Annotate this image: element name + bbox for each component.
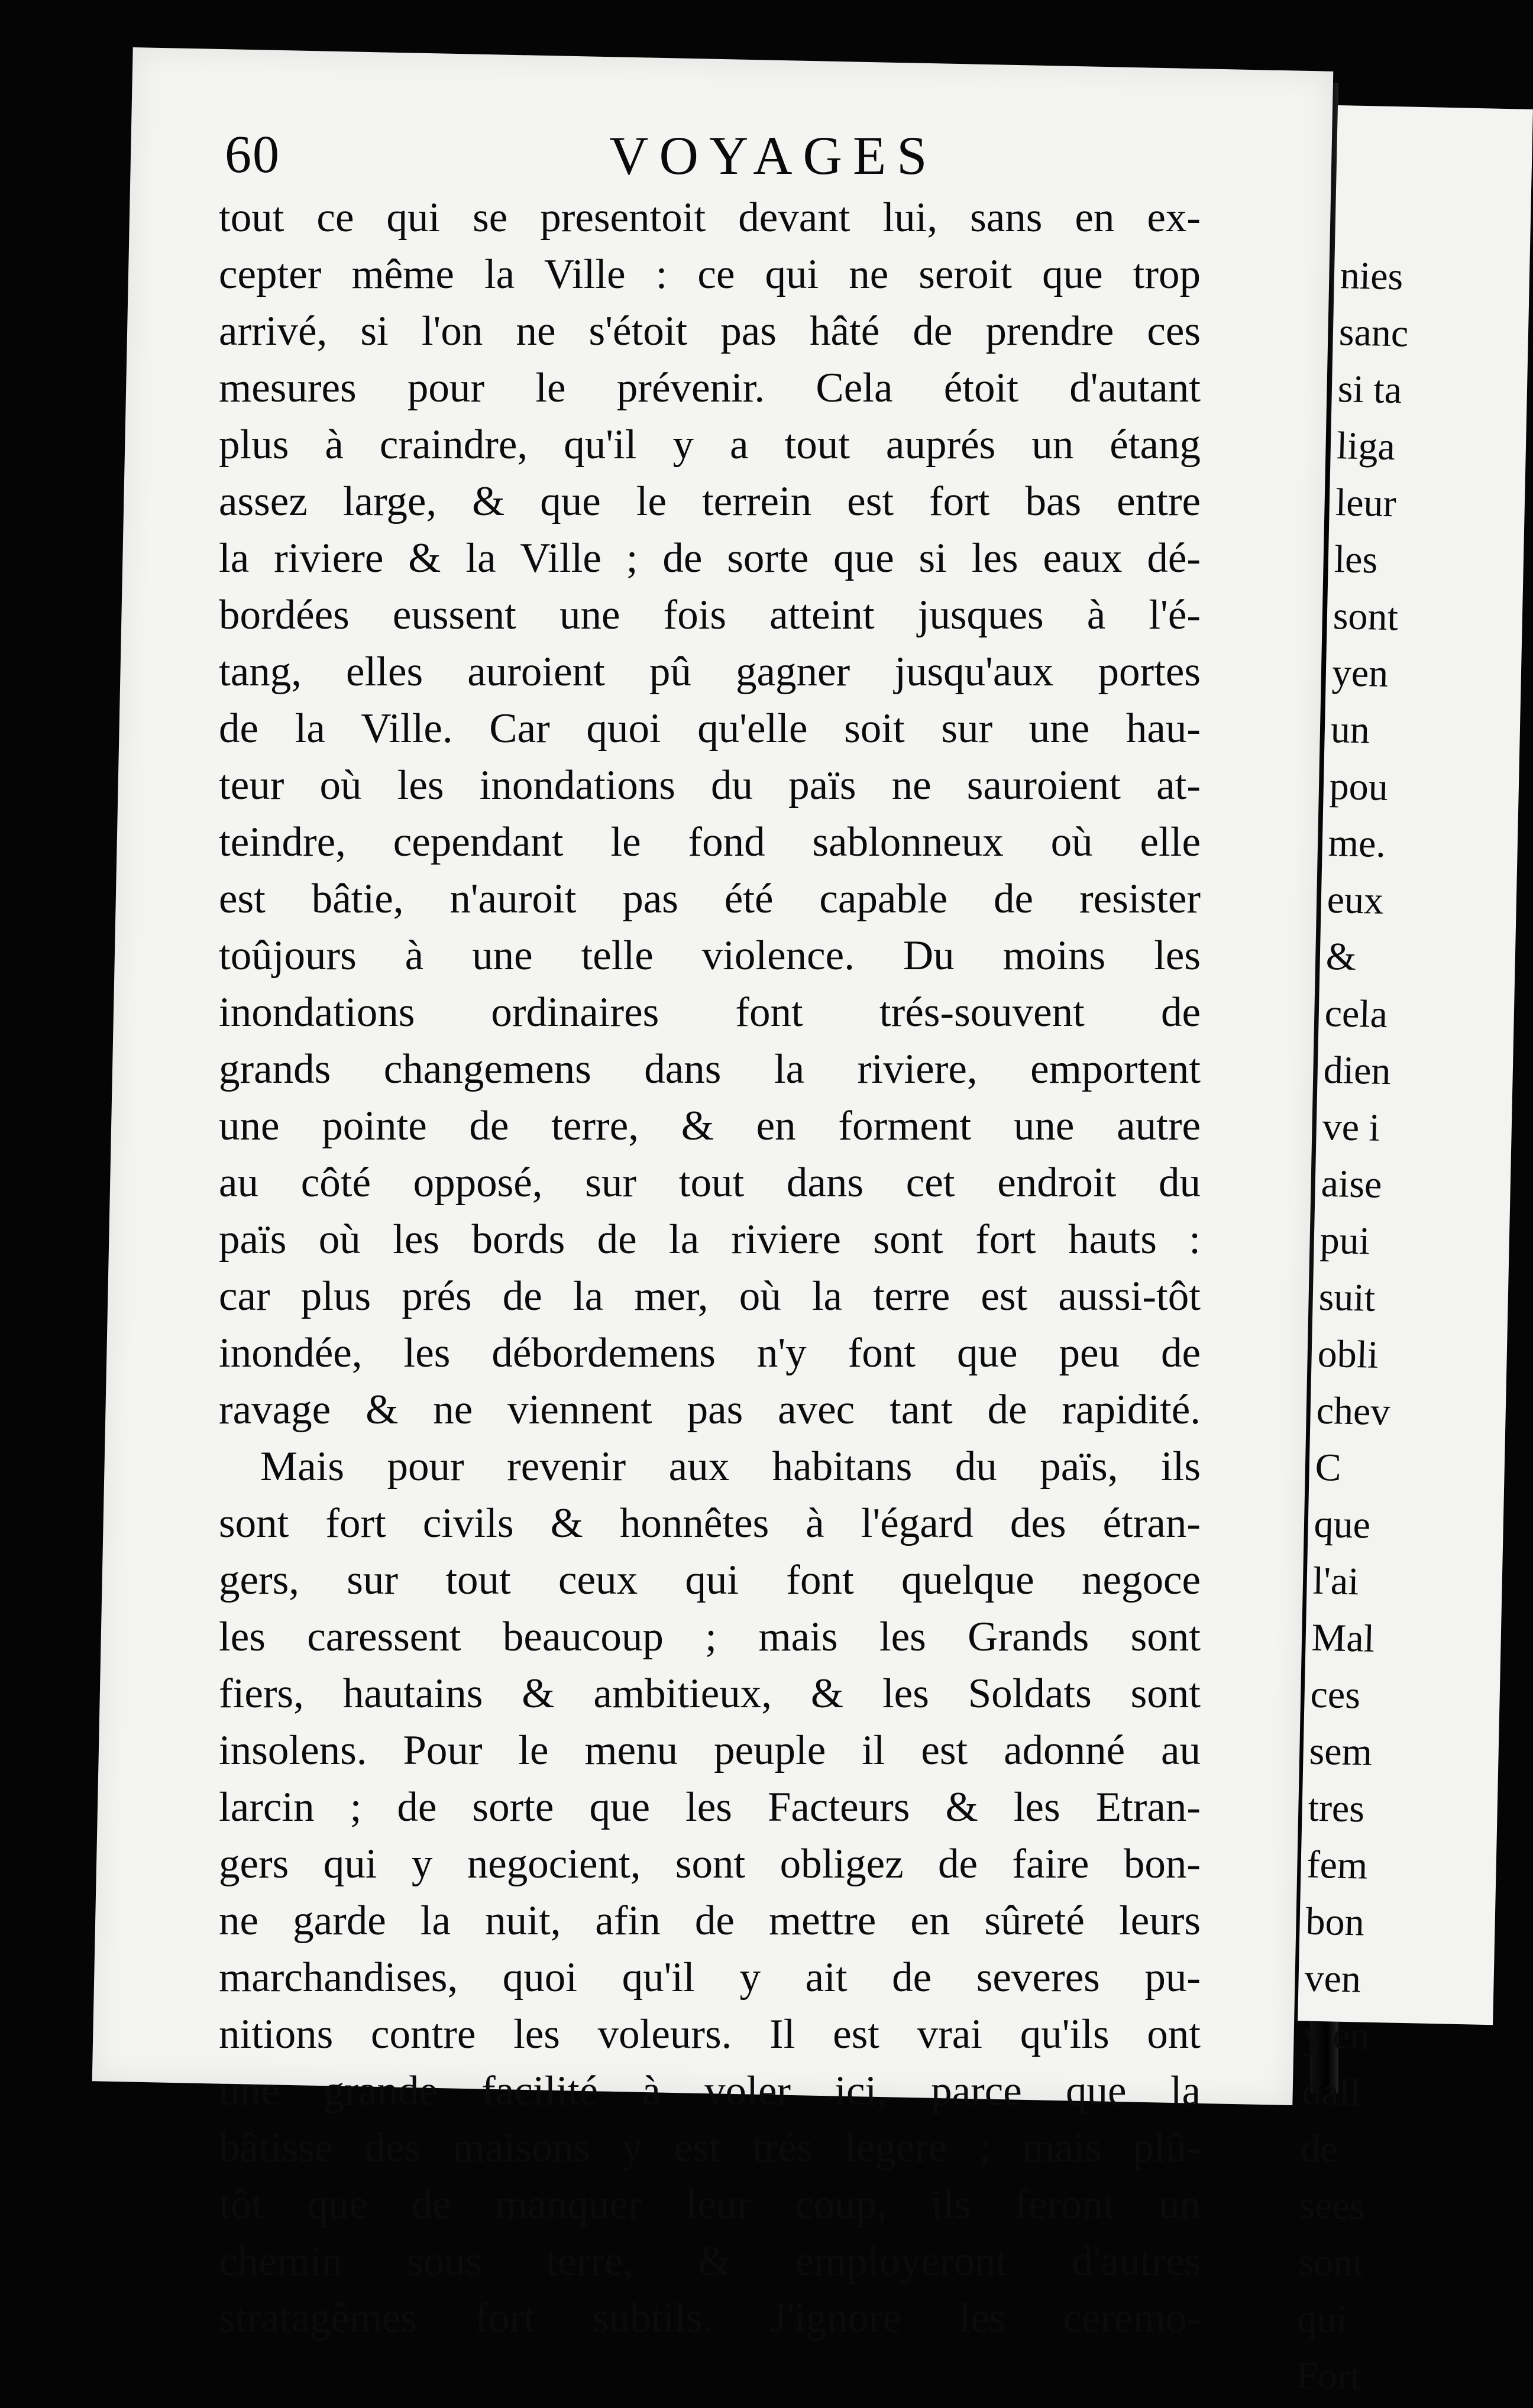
right-text-line: que: [1313, 1502, 1371, 1547]
right-text-line: y en: [1302, 2013, 1370, 2058]
text-line: la riviere & la Ville ; de sorte que si les eaux dé-: [219, 535, 1201, 581]
right-text-line: sont: [1333, 594, 1399, 639]
right-text-line: aise: [1321, 1161, 1383, 1206]
text-line: sont fort civils & honnêtes à l'égard des étran-: [219, 1500, 1201, 1546]
right-text-line: si ta: [1337, 367, 1402, 412]
page-number: 60: [225, 125, 280, 184]
text-line: les caressent beaucoup ; mais les Grands sont: [219, 1614, 1201, 1660]
right-text-line: sanc: [1338, 310, 1409, 355]
text-line: teur où les inondations du païs ne sauroient at-: [219, 762, 1201, 808]
text-line: bordées eussent une fois atteint jusques à l'é-: [219, 592, 1201, 638]
text-line: ne garde la nuit, afin de mettre en sûreté leurs: [219, 1898, 1201, 1944]
text-line: teindre, cependant le fond sablonneux où elle: [219, 819, 1201, 865]
text-line: assez large, & que le terrein est fort bas entre: [219, 478, 1201, 525]
text-line: une pointe de terre, & en forment une autre: [219, 1103, 1201, 1149]
text-line: larcin ; de sorte que les Facteurs & les Etran-: [219, 1784, 1201, 1830]
right-text-line: l'ai: [1312, 1559, 1360, 1604]
right-text-line: me.: [1328, 821, 1386, 866]
right-text-line: Mal: [1311, 1616, 1375, 1661]
text-line: de la Ville. Car quoi qu'elle soit sur une hau-: [219, 705, 1201, 752]
right-text-line: dall: [1301, 2070, 1361, 2115]
text-line: cepter même la Ville : ce qui ne seroit que trop: [219, 251, 1201, 297]
right-text-line: fem: [1306, 1843, 1369, 1888]
right-text-line: chev: [1316, 1389, 1391, 1434]
text-line: ravage & ne viennent pas avec tant de rapidité.: [219, 1387, 1201, 1433]
text-line: gers, sur tout ceux qui font quelque negoce: [219, 1557, 1201, 1603]
text-line: païs où les bords de la riviere sont fort hauts :: [219, 1216, 1201, 1263]
text-line: tout ce qui se presentoit devant lui, sans en ex-: [219, 195, 1201, 241]
right-text-line: tres: [1307, 1786, 1365, 1831]
right-text-line: cela: [1324, 991, 1388, 1037]
right-text-line: pou: [1329, 764, 1389, 810]
text-line: nitions contre les voleurs. Il est vrai qu'ils ont: [219, 2011, 1201, 2057]
page-header: [225, 124, 994, 189]
text-line: bâtisse des maisons y est trés legere ; mais plû-: [219, 2125, 1201, 2171]
right-text-line: dien: [1323, 1048, 1392, 1093]
right-text-line: ve i: [1322, 1105, 1380, 1150]
text-line: au côté opposé, sur tout dans cet endroit du: [219, 1160, 1201, 1206]
text-line: car plus prés de la mer, où la terre est aussi-tôt: [219, 1273, 1201, 1319]
text-line: marchandises, quoi qu'il y ait de severes pu-: [219, 1954, 1201, 2001]
text-line: stratagêmes fort subtils. J'ignore les ceremo-: [219, 2295, 1201, 2341]
text-line: arrivé, si l'on ne s'étoit pas hâté de prendre ces: [219, 308, 1201, 354]
right-text-line: nies: [1340, 254, 1404, 299]
text-line: fiers, hautains & ambitieux, & les Soldats sont: [219, 1671, 1201, 1717]
right-text-line: ven: [1304, 1956, 1361, 2001]
text-line: tôt que de manquer leur coup, ils feront un: [219, 2182, 1201, 2228]
right-text-line: qui: [1296, 2297, 1348, 2342]
text-line: Mais pour revenir aux habitans du païs, ils: [260, 1443, 1201, 1490]
text-line: est bâtie, n'auroit pas été capable de resister: [219, 876, 1201, 922]
right-text-line: suit: [1318, 1275, 1376, 1320]
right-text-line: sont: [1298, 2240, 1364, 2285]
text-line: inondations ordinaires font trés-souvent de: [219, 989, 1201, 1035]
right-text-line: C: [1314, 1445, 1342, 1490]
right-text-line: sees: [1299, 2183, 1366, 2228]
text-line: plus à craindre, qu'il y a tout auprés un étang: [219, 422, 1201, 468]
text-line: toûjours à une telle violence. Du moins les: [219, 933, 1201, 979]
right-text-line: Fort: [1295, 2354, 1362, 2399]
text-line: chemin sous terre, & employeront d'autres: [219, 2238, 1201, 2284]
text-line: inondée, les débordemens n'y font que peu de: [219, 1330, 1201, 1376]
running-head: VOYAGES: [609, 125, 938, 186]
right-text-line: yen: [1331, 651, 1389, 695]
body-text: [219, 189, 1201, 2346]
right-page: [1295, 105, 1533, 2399]
text-line: tang, elles auroient pû gagner jusqu'aux portes: [219, 649, 1201, 695]
right-text-line: bon: [1305, 1899, 1365, 1944]
text-line: mesures pour le prévenir. Cela étoit d'autant: [219, 365, 1201, 411]
right-text-line: eux: [1327, 878, 1384, 923]
right-text-line: un: [1330, 707, 1370, 752]
right-text-line: leur: [1335, 481, 1397, 526]
right-text-line: &: [1325, 934, 1357, 979]
right-text-line: sem: [1308, 1729, 1373, 1774]
right-text-line: ces: [1309, 1672, 1361, 1717]
right-text-line: pui: [1319, 1218, 1370, 1263]
right-text-line: liga: [1336, 424, 1396, 469]
right-text-line: de: [1300, 2127, 1338, 2171]
text-line: une grande facilité à voler ici, parce que la: [219, 2068, 1201, 2114]
right-text-line: les: [1334, 538, 1379, 582]
text-line: gers qui y negocient, sont obligez de faire bon-: [219, 1841, 1201, 1887]
right-text-line: obli: [1317, 1332, 1379, 1377]
text-line: insolens. Pour le menu peuple il est adonné au: [219, 1727, 1201, 1773]
text-line: grands changemens dans la riviere, emportent: [219, 1046, 1201, 1092]
